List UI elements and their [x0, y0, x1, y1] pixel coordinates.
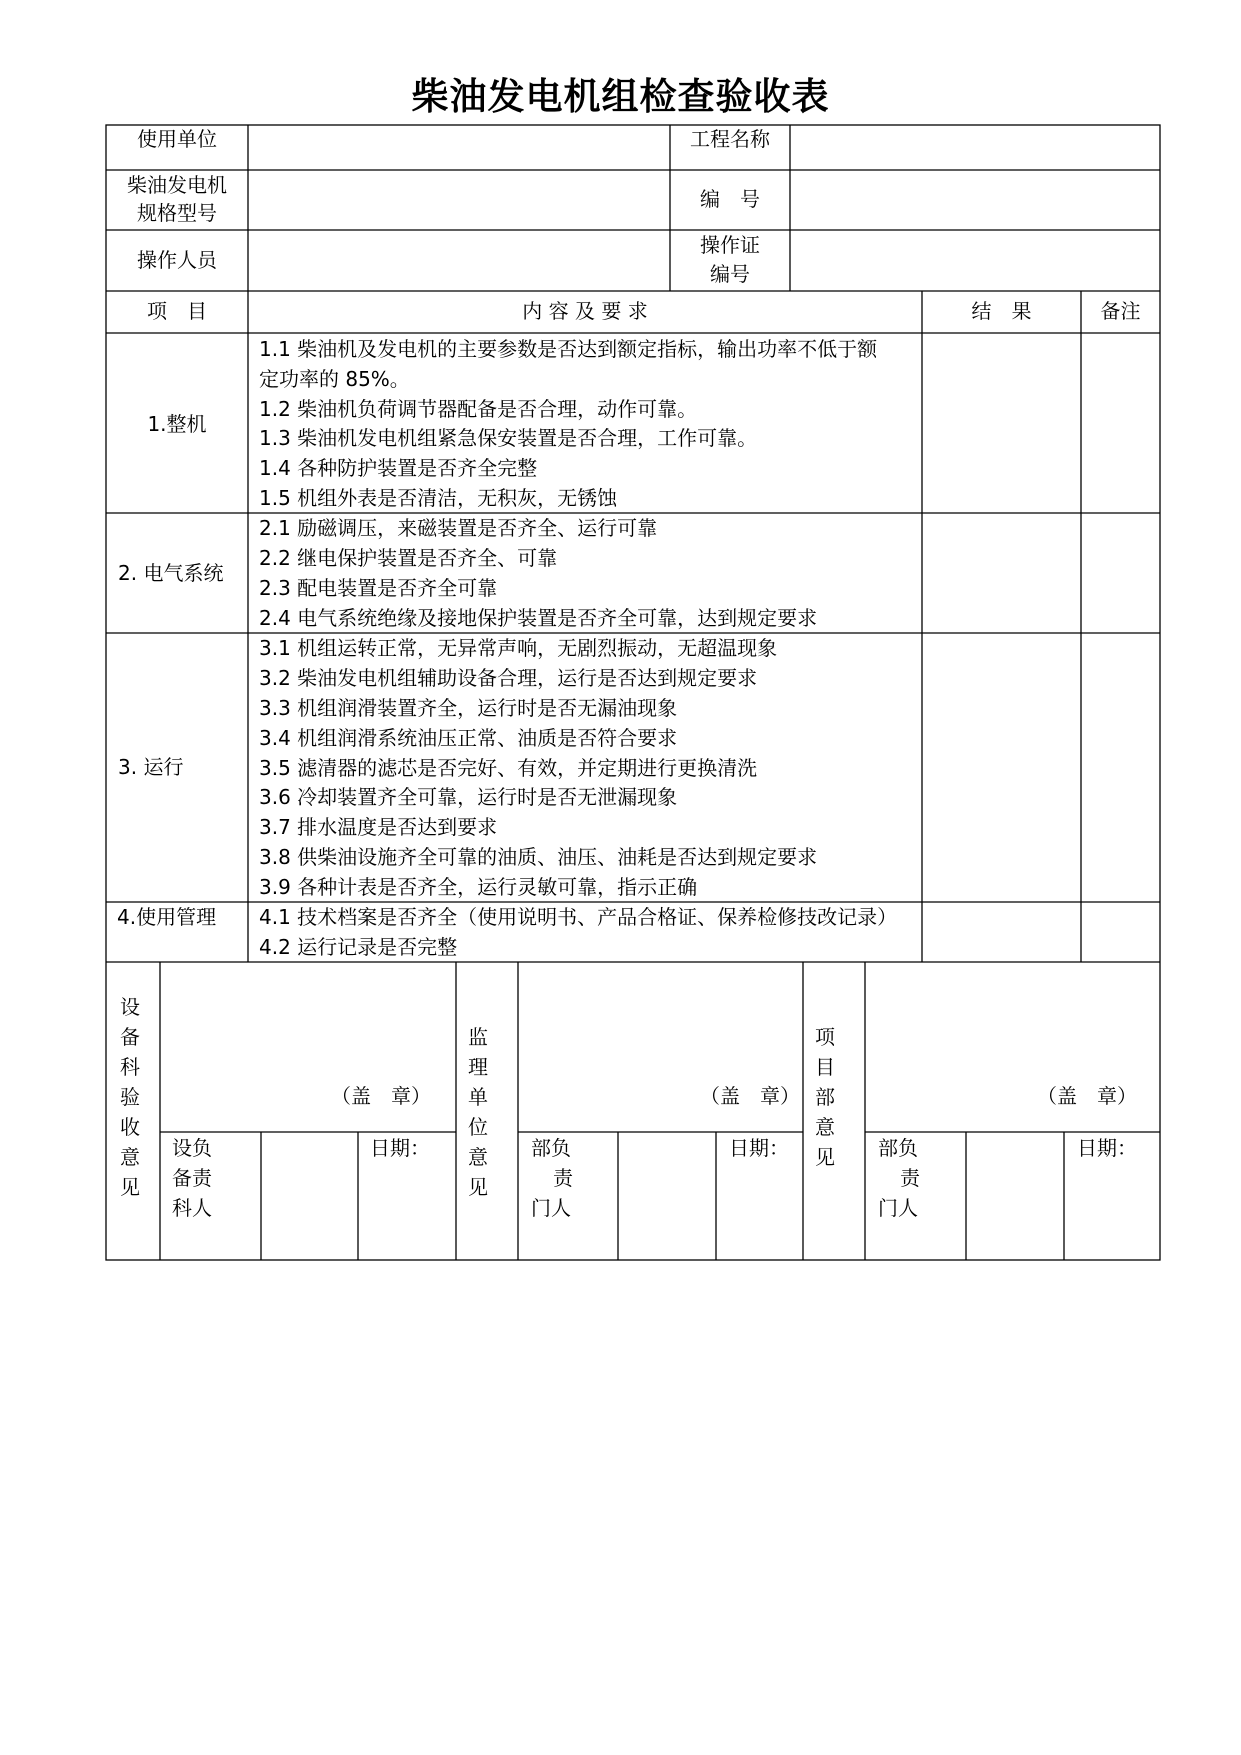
project-dept-opinion-label: 项目部意见: [815, 1025, 835, 1169]
equipment-dept-opinion-label: 设备科验收意见: [120, 995, 140, 1199]
operator-label: 操作人员: [137, 248, 217, 272]
generator-model-label-1: 柴油发电机: [127, 173, 227, 197]
requirement-line: 3.3 机组润滑装置齐全，运行时是否无漏油现象: [259, 696, 678, 720]
requirement-line: 1.3 柴油机发电机组紧急保安装置是否合理，工作可靠。: [259, 426, 758, 450]
seal-placeholder: （盖 章）: [700, 1084, 800, 1108]
dept-responsible-label-3: 门人: [878, 1196, 918, 1220]
generator-model-label-2: 规格型号: [137, 201, 217, 225]
equip-responsible-label-3: 科人: [172, 1196, 212, 1220]
seal-placeholder: （盖 章）: [1037, 1084, 1137, 1108]
seal-placeholder: （盖 章）: [331, 1084, 431, 1108]
section-name: 1.整机: [147, 412, 207, 436]
dept-responsible-label-2: 责: [900, 1166, 920, 1190]
supervision-opinion-label: 监理单位意见: [468, 1025, 488, 1199]
requirement-line: 2.4 电气系统绝缘及接地保护装置是否齐全可靠，达到规定要求: [259, 606, 818, 630]
requirement-line: 1.5 机组外表是否清洁，无积灰，无锈蚀: [259, 486, 618, 510]
requirement-line: 2.2 继电保护装置是否齐全、可靠: [259, 546, 558, 570]
date-label: 日期：: [370, 1136, 430, 1160]
column-header-remark: 备注: [1100, 299, 1141, 323]
requirement-line: 4.1 技术档案是否齐全（使用说明书、产品合格证、保养检修技改记录）: [259, 905, 898, 929]
equip-responsible-label-1: 设负: [172, 1136, 212, 1160]
requirement-line: 3.7 排水温度是否达到要求: [259, 815, 498, 839]
section-name: 3. 运行: [118, 755, 184, 779]
requirement-line: 3.1 机组运转正常，无异常声响，无剧烈振动，无超温现象: [259, 636, 778, 660]
requirement-line: 3.4 机组润滑系统油压正常、油质是否符合要求: [259, 726, 678, 750]
requirement-line: 3.2 柴油发电机组辅助设备合理，运行是否达到规定要求: [259, 666, 758, 690]
requirement-line: 1.1 柴油机及发电机的主要参数是否达到额定指标，输出功率不低于额: [259, 337, 878, 361]
section-name: 4.使用管理: [117, 905, 217, 929]
requirement-line: 2.1 励磁调压，来磁装置是否齐全、运行可靠: [259, 516, 658, 540]
project-name-label: 工程名称: [690, 127, 770, 151]
dept-responsible-label-2: 责: [553, 1166, 573, 1190]
requirement-line: 1.4 各种防护装置是否齐全完整: [259, 456, 538, 480]
requirement-line: 2.3 配电装置是否齐全可靠: [259, 576, 498, 600]
equip-responsible-label-2: 备责: [172, 1166, 212, 1190]
section-name: 2. 电气系统: [118, 561, 224, 585]
requirement-line: 3.5 滤清器的滤芯是否完好、有效，并定期进行更换清洗: [259, 756, 758, 780]
column-header-item: 项 目: [147, 299, 207, 323]
requirement-line: 3.8 供柴油设施齐全可靠的油质、油压、油耗是否达到规定要求: [259, 845, 818, 869]
certificate-label-2: 编号: [710, 262, 750, 286]
date-label: 日期：: [1077, 1136, 1137, 1160]
certificate-label-1: 操作证: [700, 233, 760, 257]
dept-responsible-label-3: 门人: [531, 1196, 571, 1220]
dept-responsible-label-1: 部负: [531, 1136, 571, 1160]
column-header-result: 结 果: [971, 299, 1032, 323]
document-title: 柴油发电机组检查验收表: [411, 75, 830, 118]
number-label: 编 号: [700, 187, 760, 211]
requirement-line: 3.9 各种计表是否齐全，运行灵敏可靠，指示正确: [259, 875, 698, 899]
column-header-content: 内 容 及 要 求: [522, 299, 648, 323]
date-label: 日期：: [729, 1136, 789, 1160]
requirement-line: 4.2 运行记录是否完整: [259, 935, 458, 959]
usage-unit-label: 使用单位: [137, 127, 217, 151]
requirement-line: 1.2 柴油机负荷调节器配备是否合理，动作可靠。: [259, 397, 698, 421]
requirement-line: 3.6 冷却装置齐全可靠，运行时是否无泄漏现象: [259, 785, 678, 809]
dept-responsible-label-1: 部负: [878, 1136, 918, 1160]
requirement-line: 定功率的 85%。: [259, 367, 410, 391]
